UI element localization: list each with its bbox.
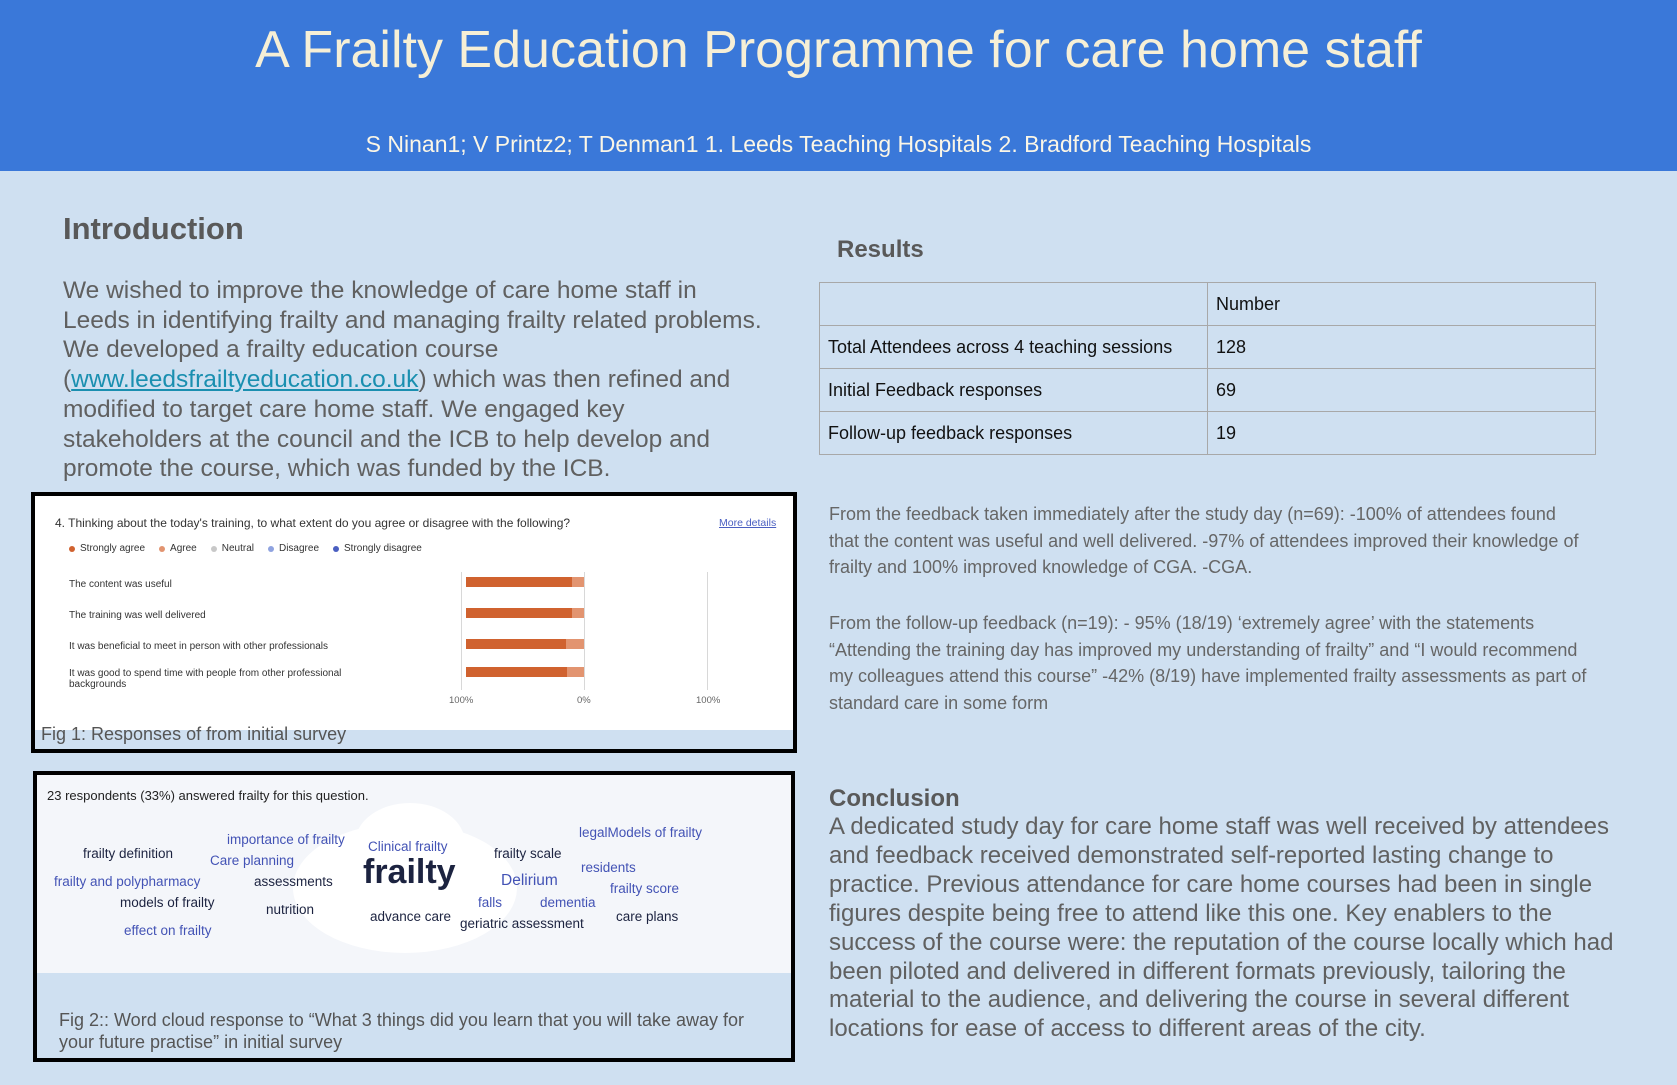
- legend-neutral: [211, 543, 254, 554]
- chart-legend: [69, 543, 422, 554]
- results-paragraph-initial: From the feedback taken immediately after the study day (n=69): -100% of attendees found that the content was useful and well delivered. -97% of attendees improved their knowledge of frailty and 100% improved knowledge of CGA. -CGA.: [829, 504, 1579, 578]
- bar-strongly-agree: [466, 577, 572, 587]
- word-cloud-term: geriatric assessment: [460, 916, 584, 931]
- word-cloud-term: frailty and polypharmacy: [54, 874, 201, 889]
- figure-1-survey-chart: [31, 492, 797, 753]
- word-cloud-term: effect on frailty: [124, 923, 212, 938]
- axis-line: [707, 572, 708, 690]
- respondents-summary: 23 respondents (33%) answered frailty for this question.: [47, 788, 369, 803]
- legend-label: Agree: [170, 543, 197, 554]
- legend-label: Neutral: [221, 543, 254, 554]
- word-cloud-term: Clinical frailty: [368, 839, 448, 854]
- legend-strongly-agree: [69, 543, 145, 554]
- legend-label: Strongly disagree: [344, 543, 422, 554]
- word-cloud-term: Care planning: [210, 853, 295, 868]
- survey-question: 4. Thinking about the today's training, to what extent do you agree or disagree with the following?: [55, 516, 571, 530]
- introduction-text: [63, 276, 763, 484]
- legend-label: Disagree: [278, 543, 320, 554]
- table-cell: Total Attendees across 4 teaching sessions: [820, 326, 1208, 369]
- x-tick-label: 100%: [696, 695, 721, 706]
- legend-strongly-disagree: [333, 543, 422, 554]
- more-details-link[interactable]: More details: [719, 517, 777, 529]
- table-row: [820, 326, 1596, 369]
- table-cell: 19: [1208, 412, 1596, 455]
- word-cloud-term: nutrition: [266, 902, 315, 917]
- bar-strongly-agree: [466, 639, 566, 649]
- x-tick-label: 100%: [449, 695, 474, 706]
- word-cloud-term: models of frailty: [120, 895, 215, 910]
- table-cell: Follow-up feedback responses: [820, 412, 1208, 455]
- authors-line: S Ninan1; V Printz2; T Denman1 1. Leeds Teaching Hospitals 2. Bradford Teaching Hospitals: [365, 131, 1312, 157]
- legend-disagree: [268, 543, 319, 554]
- word-cloud-term: falls: [478, 895, 503, 910]
- legend-agree: [159, 543, 197, 554]
- axis-line: [584, 572, 585, 690]
- conclusion-text: A dedicated study day for care home staff was well received by attendees and feedback received demonstrated self-reported lasting change to practice. Previous attendance for care home courses had been in single figures despite being free to attend like this one. Key enablers to the success of the course were: the reputation of the course locally which had been piloted and delivered in different formats previously, tailoring the material to the audience, and delivering the course in several different locations for ease of access to different areas of the city.: [829, 813, 1614, 1043]
- axis-line: [461, 572, 462, 690]
- statement-label: It was good to spend time with people from other professional backgrounds: [69, 668, 342, 690]
- table-row: [820, 412, 1596, 455]
- results-table: [819, 282, 1596, 455]
- table-cell: 69: [1208, 369, 1596, 412]
- table-cell: Initial Feedback responses: [820, 369, 1208, 412]
- statement-label: The training was well delivered: [69, 610, 206, 621]
- word-cloud-term: residents: [581, 860, 636, 875]
- x-tick-label: 0%: [577, 695, 591, 706]
- figure-2-caption: Fig 2:: Word cloud response to “What 3 things did you learn that you will take away for your future practise” in initial survey: [59, 1010, 745, 1052]
- statement-label: It was beneficial to meet in person with other professionals: [69, 641, 329, 652]
- legend-dot-icon: [268, 546, 274, 552]
- word-cloud-term: assessments: [254, 874, 333, 889]
- bar-agree: [567, 667, 584, 677]
- table-cell: 128: [1208, 326, 1596, 369]
- legend-dot-icon: [211, 546, 217, 552]
- results-heading: Results: [837, 236, 924, 263]
- bar-agree: [566, 639, 584, 649]
- table-header-cell: Number: [1208, 283, 1596, 326]
- legend-dot-icon: [159, 546, 165, 552]
- intro-text-start: We wished to improve the knowledge of care home staff in Leeds in identifying frailty and managing frailty related problems. We developed a frailty education course (: [63, 277, 762, 394]
- word-cloud-term: Delirium: [501, 872, 558, 889]
- bar-agree: [572, 577, 584, 587]
- figure-2-word-cloud: [33, 771, 795, 1062]
- word-cloud-term: importance of frailty: [227, 832, 345, 847]
- table-header-row: [820, 283, 1596, 326]
- word-cloud-term: legalModels of frailty: [579, 825, 703, 840]
- header-banner: [0, 0, 1677, 171]
- word-cloud-term: frailty score: [610, 881, 680, 896]
- table-row: [820, 369, 1596, 412]
- word-cloud-term: frailty definition: [83, 846, 174, 861]
- introduction-heading: Introduction: [63, 211, 244, 246]
- bar-strongly-agree: [466, 608, 572, 618]
- figure-1-caption: Fig 1: Responses of from initial survey: [41, 724, 347, 744]
- word-cloud-term: frailty scale: [494, 846, 562, 861]
- word-cloud-term: frailty: [363, 853, 456, 891]
- results-paragraph-followup: From the follow-up feedback (n=19): - 95% (18/19) ‘extremely agree’ with the statements “Attending the training day has improved my understanding of frailty” and “I would recommend my colleagues attend this course” -42% (8/19) have implemented frailty assessments as part of standard care in some form: [829, 613, 1587, 714]
- word-cloud-term: advance care: [370, 909, 452, 924]
- table-header-cell: [820, 283, 1208, 326]
- intro-text-end: ) which was then refined and modified to target care home staff. We engaged key stakeholders at the council and the ICB to help develop and promote the course, which was funded by the ICB.: [63, 366, 731, 483]
- bar-strongly-agree: [466, 667, 567, 677]
- legend-dot-icon: [333, 546, 339, 552]
- bar-agree: [572, 608, 584, 618]
- word-cloud-term: care plans: [616, 909, 679, 924]
- legend-dot-icon: [69, 546, 75, 552]
- word-cloud-term: dementia: [540, 895, 596, 910]
- statement-label: The content was useful: [69, 579, 172, 590]
- poster-title: A Frailty Education Programme for care home staff: [255, 21, 1422, 79]
- legend-label: Strongly agree: [80, 543, 146, 554]
- conclusion-heading: Conclusion: [829, 785, 960, 812]
- course-website-link[interactable]: www.leedsfrailtyeducation.co.uk: [71, 366, 419, 394]
